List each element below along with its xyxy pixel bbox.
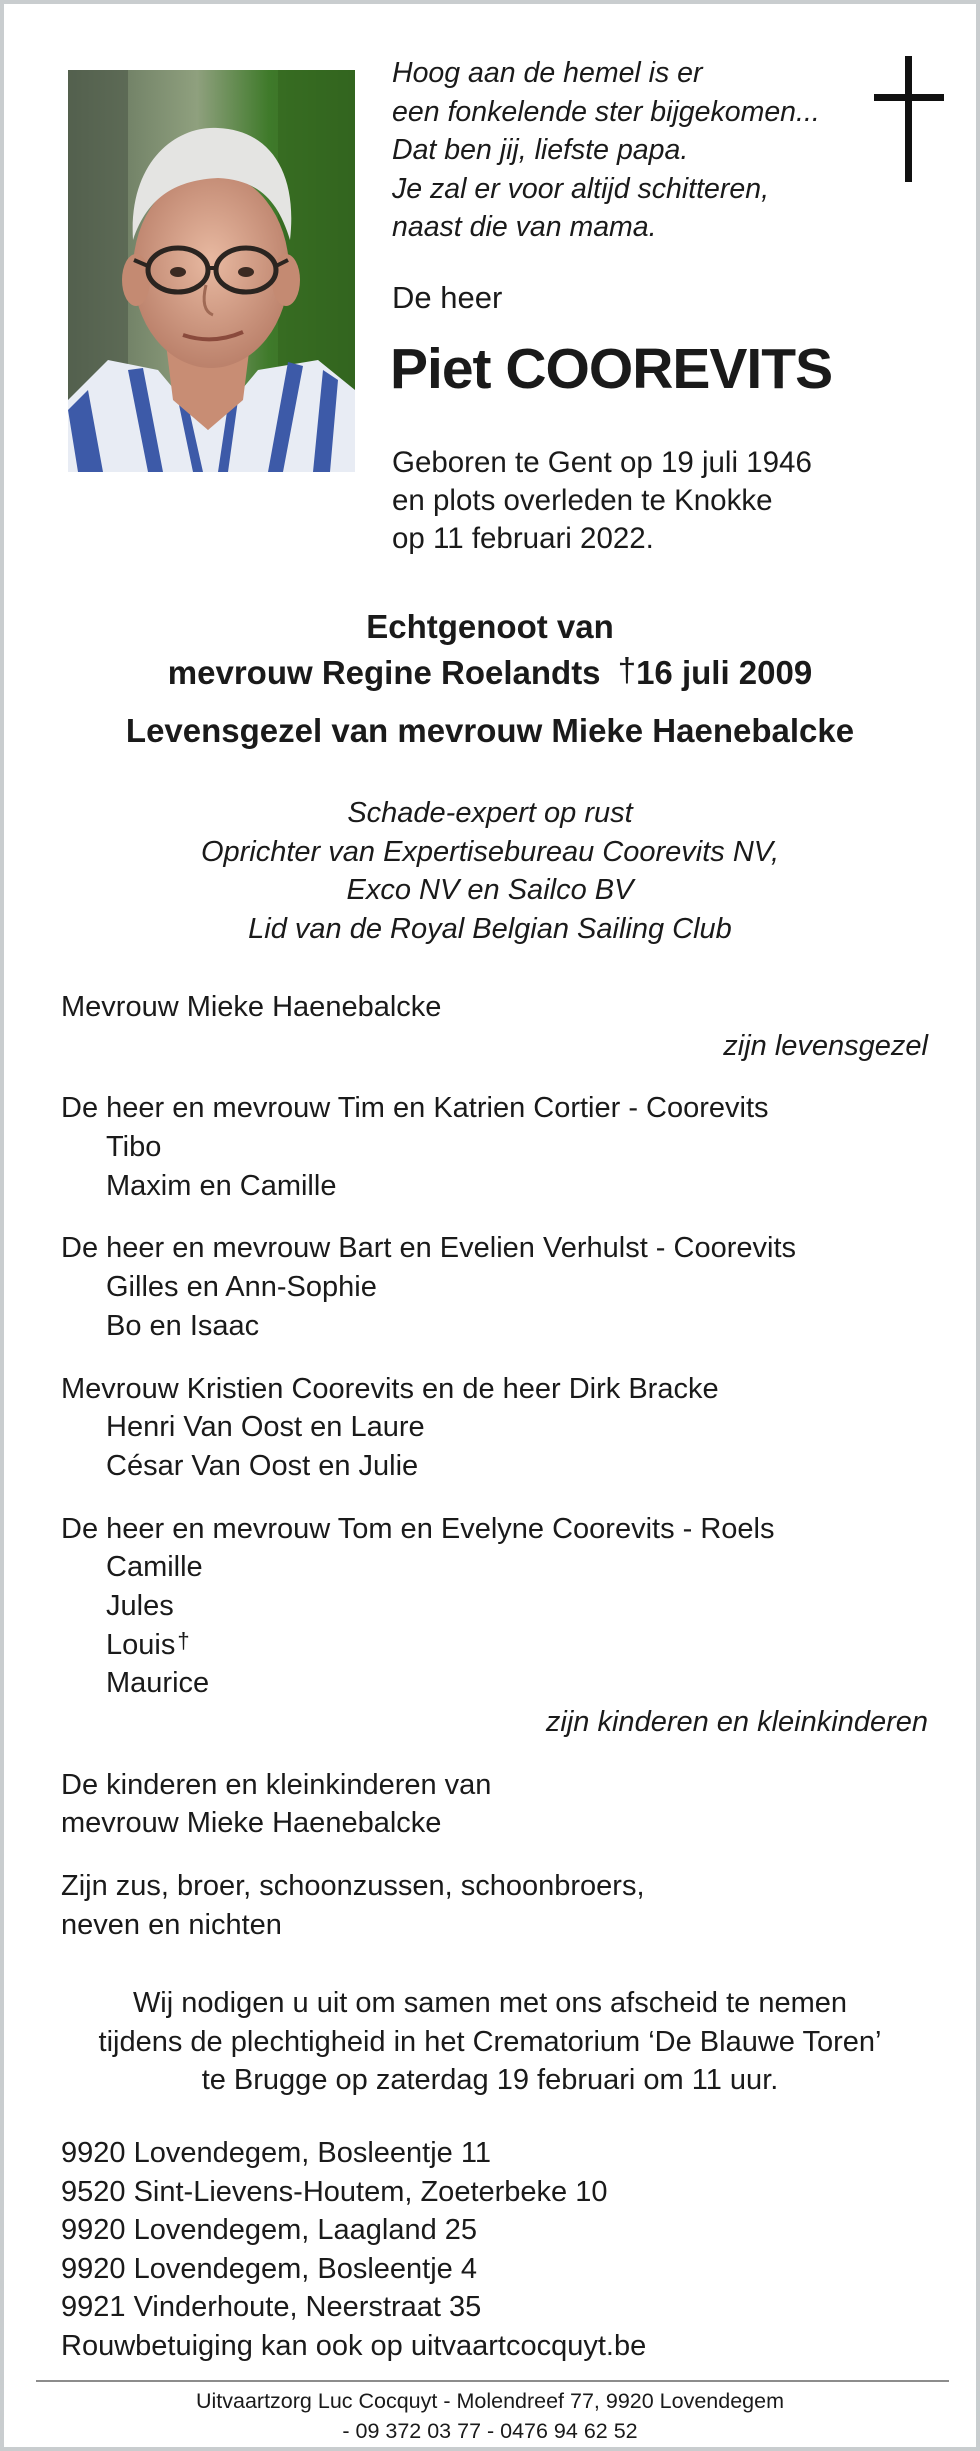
grandchild: Maxim en Camille	[106, 1169, 337, 1202]
poem-line: een fonkelende ster bijgekomen...	[392, 95, 820, 128]
family-list	[61, 988, 928, 1944]
partner-family-line: mevrouw Mieke Haenebalcke	[61, 1807, 442, 1840]
salutation: De heer	[392, 280, 503, 315]
grandchild: Henri Van Oost en Laure	[106, 1411, 425, 1444]
poem-line: Dat ben jij, liefste papa.	[392, 134, 689, 166]
dagger-icon: †	[617, 651, 637, 688]
cross-icon	[874, 56, 944, 182]
career-info	[4, 794, 976, 948]
spouse-death-date: 16 juli 2009	[636, 654, 813, 691]
invitation-line: tijdens de plechtigheid in het Crematorium ‘De Blauwe Toren’	[98, 2025, 882, 2058]
spouse-info	[4, 604, 976, 696]
spouse-name-line	[4, 650, 976, 696]
birth-line: op 11 februari 2022.	[392, 522, 654, 555]
partner-role: zijn levensgezel	[723, 1029, 928, 1062]
grandchild: Camille	[106, 1551, 203, 1584]
portrait-photo	[68, 70, 355, 472]
partner-line: Levensgezel van mevrouw Mieke Haenebalcke	[125, 712, 855, 749]
partner-family-line: De kinderen en kleinkinderen van	[61, 1768, 492, 1801]
deceased-name: Piet COOREVITS	[390, 337, 833, 401]
invitation-line: te Brugge op zaterdag 19 februari om 11 uur.	[201, 2064, 779, 2096]
spouse-name: mevrouw Regine Roelandts	[167, 654, 601, 691]
invitation-line: Wij nodigen u uit om samen met ons afscheid te nemen	[132, 1987, 848, 2019]
address-line: 9920 Lovendegem, Bosleentje 4	[61, 2252, 477, 2285]
grandchild: Maurice	[106, 1667, 210, 1700]
child-family: Mevrouw Kristien Coorevits en de heer Dirk Bracke	[61, 1372, 719, 1405]
poem-line: Hoog aan de hemel is er	[392, 57, 703, 89]
grandchild: César Van Oost en Julie	[106, 1449, 419, 1482]
partner-name: Mevrouw Mieke Haenebalcke	[61, 991, 442, 1023]
grandchild-deceased	[61, 1626, 928, 1665]
address-line: 9921 Vinderhoute, Neerstraat 35	[61, 2291, 482, 2323]
footer-line: - 09 372 03 77 - 0476 94 62 52	[342, 2419, 638, 2443]
poem-line: naast die van mama.	[392, 211, 657, 243]
funeral-home-footer	[4, 2386, 976, 2446]
footer-divider	[36, 2380, 949, 2382]
address-line: 9920 Lovendegem, Bosleentje 11	[61, 2137, 491, 2169]
grandchild: Bo en Isaac	[106, 1309, 260, 1342]
grandchild: Gilles en Ann-Sophie	[106, 1271, 377, 1304]
child-family: De heer en mevrouw Tom en Evelyne Coorevits - Roels	[61, 1512, 775, 1545]
birth-death-info	[392, 444, 912, 558]
child-family: De heer en mevrouw Bart en Evelien Verhulst - Coorevits	[61, 1232, 797, 1265]
birth-line: Geboren te Gent op 19 juli 1946	[392, 446, 812, 479]
condolence-link: Rouwbetuiging kan ook op uitvaartcocquyt.be	[61, 2329, 647, 2362]
siblings-line: neven en nichten	[61, 1908, 282, 1941]
address-list	[61, 2134, 928, 2365]
invitation	[4, 1984, 976, 2100]
grandchild-name: Louis	[106, 1628, 176, 1661]
birth-line: en plots overleden te Knokke	[392, 484, 773, 517]
grandchild: Tibo	[106, 1131, 162, 1164]
spouse-heading: Echtgenoot van	[366, 608, 614, 645]
career-line: Lid van de Royal Belgian Sailing Club	[248, 912, 732, 945]
child-family: De heer en mevrouw Tim en Katrien Cortier - Coorevits	[61, 1092, 769, 1125]
dagger-icon: †	[177, 1627, 190, 1653]
footer-line: Uitvaartzorg Luc Cocquyt - Molendreef 77, 9920 Lovendegem	[195, 2389, 784, 2413]
address-line: 9920 Lovendegem, Laagland 25	[61, 2214, 478, 2246]
address-line: 9520 Sint-Lievens-Houtem, Zoeterbeke 10	[61, 2175, 608, 2208]
career-line: Schade-expert op rust	[347, 797, 633, 829]
siblings-line: Zijn zus, broer, schoonzussen, schoonbroers,	[61, 1870, 645, 1903]
grandchild: Jules	[106, 1589, 174, 1622]
poem	[392, 54, 872, 247]
children-role: zijn kinderen en kleinkinderen	[545, 1706, 928, 1738]
poem-line: Je zal er voor altijd schitteren,	[392, 172, 769, 205]
career-line: Exco NV en Sailco BV	[346, 874, 634, 906]
career-line: Oprichter van Expertisebureau Coorevits NV,	[200, 835, 780, 868]
obituary-card	[4, 4, 976, 2447]
